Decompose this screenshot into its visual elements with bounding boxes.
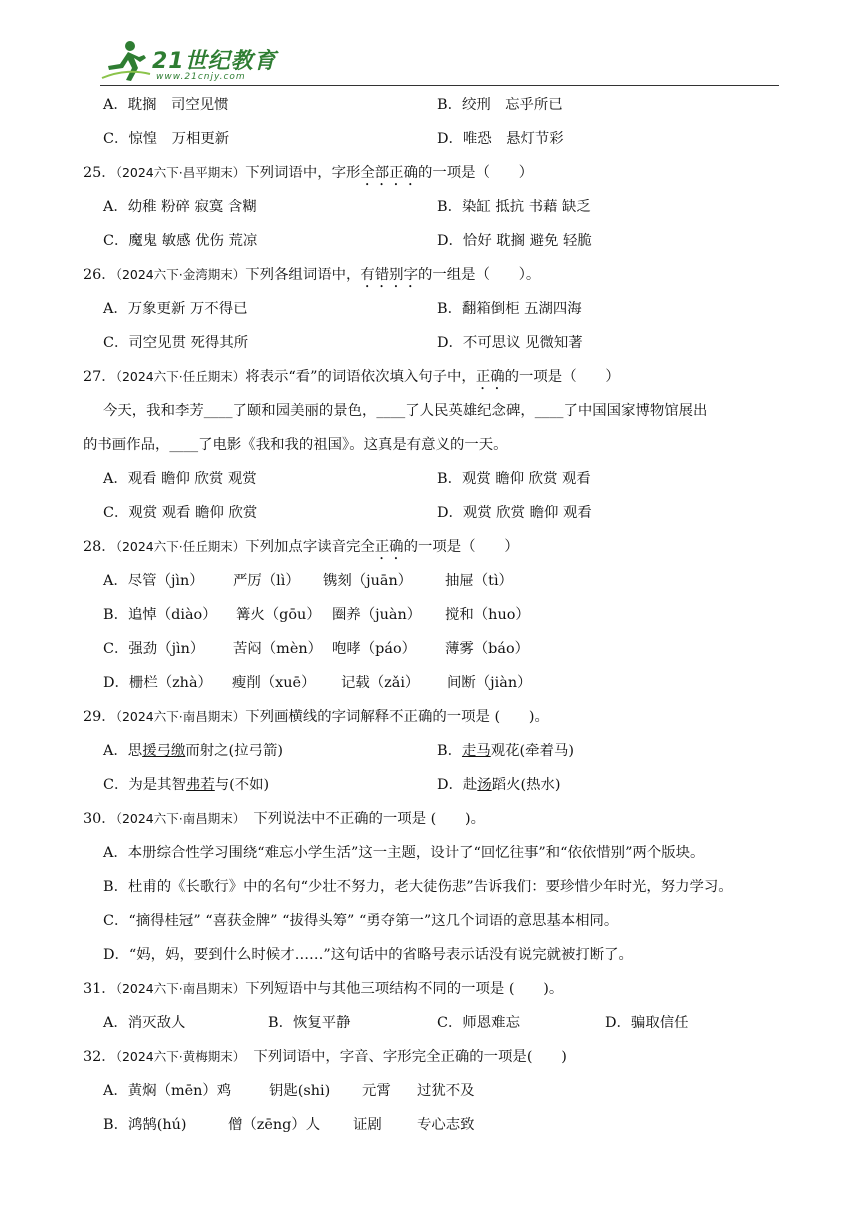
q28-option-c[interactable] [83, 632, 783, 666]
q26-option-c[interactable]: C．司空见贯 死得其所 [103, 335, 249, 351]
q24-option-b[interactable]: B．绞刑 忘乎所已 [437, 97, 563, 113]
q28-a-word3: 镌刻（juān） [323, 573, 413, 589]
q26-stem-b: 的一组是（ ）。 [417, 267, 541, 283]
q30-stem [83, 802, 783, 836]
q30-source: （2024六下·南昌期末） [115, 811, 239, 826]
q29-stem-text: 下列画横线的字词解释不正确的一项是 ( )。 [245, 709, 549, 725]
q30-stem-text: 下列说法中不正确的一项是 ( )。 [239, 811, 486, 827]
q25-stem-b: 的一项是（ ） [417, 165, 534, 181]
q29-option-d[interactable] [437, 768, 561, 802]
q24-option-d[interactable]: D．唯恐 悬灯节彩 [437, 131, 564, 147]
q24-options-row1 [83, 88, 783, 122]
q27-stem-emphasis: 正确 [475, 369, 505, 385]
q29-option-c[interactable] [103, 768, 269, 802]
q25-stem-emphasis: 全部正确 [360, 165, 418, 181]
q29-b-underlined: 走马 [461, 743, 491, 759]
q29-d-post: 蹈火(热水) [491, 777, 561, 793]
q28-number: 28． [83, 539, 116, 555]
q28-stem-b: 的一项是（ ） [403, 539, 519, 555]
q29-stem [83, 700, 783, 734]
q24-option-a[interactable]: A．耽搁 司空见惯 [103, 97, 229, 113]
q32-b-word1: B．鸿鹄(hú) [103, 1117, 187, 1133]
q25-number: 25． [83, 165, 116, 181]
q30-number: 30． [83, 811, 116, 827]
q28-d-word2: 瘦削（xuē） [232, 675, 316, 691]
q29-a-underlined: 援弓缴 [142, 743, 186, 759]
q28-a-word4: 抽屉（tì） [445, 573, 513, 589]
q32-a-word4: 过犹不及 [417, 1083, 475, 1099]
q27-options-row1 [83, 462, 783, 496]
q29-options-row2 [83, 768, 783, 802]
q31-stem-text: 下列短语中与其他三项结构不同的一项是 ( )。 [245, 981, 564, 997]
q26-stem-emphasis: 有错别字 [360, 267, 418, 283]
q26-options-row1 [83, 292, 783, 326]
q28-b-word3: 圈养（juàn） [332, 607, 422, 623]
q32-b-word2: 僧（zēng）人 [228, 1117, 321, 1133]
q26-stem [83, 258, 783, 292]
logo [100, 38, 280, 84]
q28-a-word1: A．尽管（jìn） [103, 573, 204, 589]
q28-d-word1: D．栅栏（zhà） [103, 675, 212, 691]
q25-option-d[interactable]: D．恰好 耽搁 避免 轻脆 [437, 233, 592, 249]
q30-option-d[interactable]: D．“妈，妈，要到什么时候才……”这句话中的省略号表示话没有说完就被打断了。 [103, 947, 633, 963]
q28-b-word1: B．追悼（diào） [103, 607, 217, 623]
q28-stem-emphasis: 正确 [374, 539, 404, 555]
q31-source: （2024六下·南昌期末） [115, 981, 246, 996]
q29-c-post: 与(不如) [214, 777, 270, 793]
logo-url: www.21cnjy.com [156, 72, 246, 82]
header-divider [100, 85, 779, 86]
q31-option-b[interactable]: B．恢复平静 [268, 1015, 351, 1031]
q25-options-row2 [83, 224, 783, 258]
q32-source: （2024六下·黄梅期末） [115, 1049, 239, 1064]
q31-number: 31． [83, 981, 116, 997]
q29-d-underlined: 汤 [477, 777, 492, 793]
q28-b-word4: 搅和（huo） [445, 607, 530, 623]
q32-b-word4: 专心志致 [417, 1117, 475, 1133]
q29-b-pre: B． [437, 743, 462, 759]
q29-a-post: 而射之(拉弓箭) [185, 743, 283, 759]
q28-source: （2024六下·任丘期末） [115, 539, 246, 554]
q26-option-a[interactable]: A．万象更新 万不得已 [103, 301, 248, 317]
page-header [100, 36, 780, 88]
q32-a-word2: 钥匙(shi) [269, 1083, 331, 1099]
q26-stem-a: 下列各组词语中， [245, 267, 361, 283]
q28-stem [83, 530, 783, 564]
q27-source: （2024六下·任丘期末） [115, 369, 246, 384]
q27-option-a[interactable]: A．观看 瞻仰 欣赏 观赏 [103, 471, 257, 487]
q25-source: （2024六下·昌平期末） [115, 165, 246, 180]
q25-stem [83, 156, 783, 190]
q27-stem-b: 的一项是（ ） [504, 369, 620, 385]
q26-source: （2024六下·金湾期末） [115, 267, 246, 282]
q29-b-post: 观花(牵着马) [490, 743, 574, 759]
q27-stem [83, 360, 783, 394]
q27-option-d[interactable]: D．观赏 欣赏 瞻仰 观看 [437, 505, 592, 521]
q30-option-a[interactable]: A．本册综合性学习围绕“难忘小学生活”这一主题，设计了“回忆往事”和“依依惜别”两个版块。 [103, 845, 705, 861]
q26-option-b[interactable]: B．翻箱倒柜 五湖四海 [437, 301, 582, 317]
q29-option-a[interactable] [103, 734, 283, 768]
q29-c-pre: C．为是其智 [103, 777, 186, 793]
q31-stem [83, 972, 783, 1006]
q28-option-d[interactable] [83, 666, 783, 700]
q25-option-b[interactable]: B．染缸 抵抗 书藉 缺乏 [437, 199, 591, 215]
q28-b-word2: 篝火（gōu） [236, 607, 321, 623]
q27-option-b[interactable]: B．观赏 瞻仰 欣赏 观看 [437, 471, 591, 487]
q28-c-word4: 薄雾（báo） [445, 641, 530, 657]
q28-c-word1: C．强劲（jìn） [103, 641, 205, 657]
q29-d-pre: D．赴 [437, 777, 478, 793]
q32-number: 32． [83, 1049, 116, 1065]
q29-number: 29． [83, 709, 116, 725]
q26-option-d[interactable]: D．不可思议 见微知著 [437, 335, 583, 351]
q25-stem-a: 下列词语中，字形 [245, 165, 361, 181]
q27-number: 27． [83, 369, 116, 385]
q28-c-word3: 咆哮（páo） [332, 641, 417, 657]
q32-option-a[interactable] [83, 1074, 783, 1108]
q27-passage-line2: 的书画作品，____了电影《我和我的祖国》。这真是有意义的一天。 [83, 437, 508, 453]
q32-stem-text: 下列词语中，字音、字形完全正确的一项是( ) [239, 1049, 567, 1065]
q26-number: 26． [83, 267, 116, 283]
q24-options-row2 [83, 122, 783, 156]
q31-option-a[interactable]: A．消灭敌人 [103, 1015, 186, 1031]
q32-option-b[interactable] [83, 1108, 783, 1142]
logo-text: 21世纪教育 [152, 49, 277, 74]
q31-options-row [83, 1006, 783, 1040]
q28-option-b[interactable] [83, 598, 783, 632]
q29-option-b[interactable] [437, 734, 574, 768]
q29-c-underlined: 弗若 [185, 777, 215, 793]
q28-d-word4: 间断（jiàn） [447, 675, 532, 691]
q28-option-a[interactable] [83, 564, 783, 598]
q30-option-b[interactable]: B．杜甫的《长歌行》中的名句“少壮不努力，老大徒伤悲”告诉我们：要珍惜少年时光，努力学习。 [103, 879, 733, 895]
q29-a-pre: A．思 [103, 743, 143, 759]
q32-a-word3: 元霄 [362, 1083, 391, 1099]
q32-b-word3: 证剧 [353, 1117, 382, 1133]
q28-d-word3: 记载（zǎi） [341, 675, 420, 691]
q27-passage-line1: 今天，我和李芳____了颐和园美丽的景色，____了人民英雄纪念碑，____了中国国家博物馆展出 [103, 403, 708, 419]
q27-stem-a: 将表示“看”的词语依次填入句子中， [245, 369, 476, 385]
q25-option-c[interactable]: C．魔鬼 敏感 优伤 荒凉 [103, 233, 258, 249]
q27-options-row2 [83, 496, 783, 530]
q28-stem-a: 下列加点字读音完全 [245, 539, 375, 555]
runner-logo-icon [100, 38, 152, 84]
q31-option-d[interactable]: D．骗取信任 [605, 1015, 689, 1031]
question-list [83, 88, 783, 1142]
q32-stem [83, 1040, 783, 1074]
q25-options-row1 [83, 190, 783, 224]
q25-option-a[interactable]: A．幼稚 粉碎 寂寞 含糊 [103, 199, 257, 215]
q26-options-row2 [83, 326, 783, 360]
q29-source: （2024六下·南昌期末） [115, 709, 246, 724]
q27-option-c[interactable]: C．观赏 观看 瞻仰 欣赏 [103, 505, 258, 521]
q24-option-c[interactable]: C．惊惶 万相更新 [103, 131, 230, 147]
q32-a-word1: A．黄焖（mēn）鸡 [103, 1083, 232, 1099]
q29-options-row1 [83, 734, 783, 768]
q30-option-c[interactable]: C．“摘得桂冠” “喜获金牌” “拔得头筹” “勇夺第一”这几个词语的意思基本相同。 [103, 913, 619, 929]
q28-a-word2: 严厉（lì） [233, 573, 300, 589]
q31-option-c[interactable]: C．师恩难忘 [437, 1015, 520, 1031]
q28-c-word2: 苦闷（mèn） [233, 641, 322, 657]
